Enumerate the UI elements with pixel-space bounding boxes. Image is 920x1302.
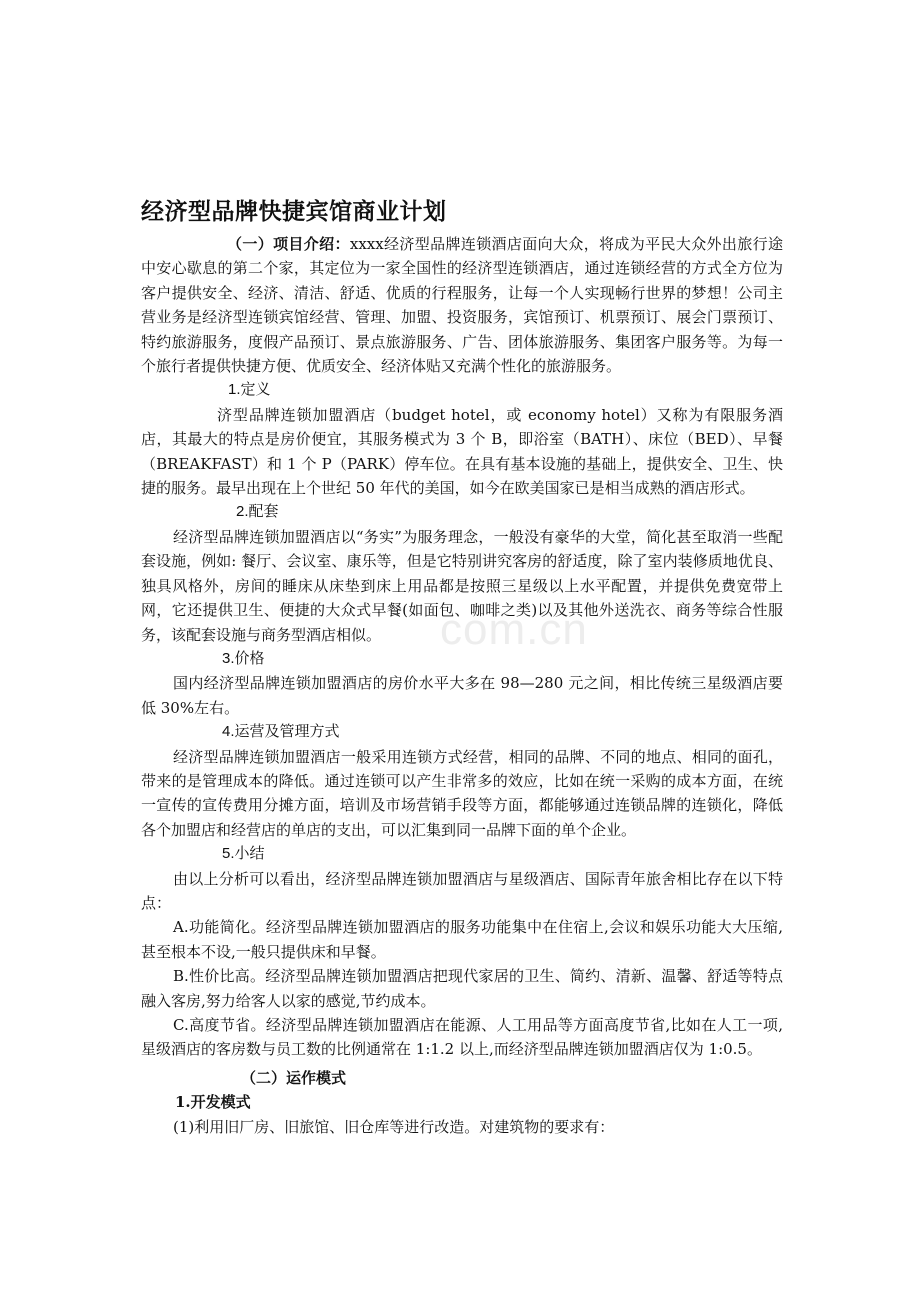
paragraph-summary-c: C.高度节省。经济型品牌连锁加盟酒店在能源、人工用品等方面高度节省,比如在人工一项,星级酒店的客房数与员工数的比例通常在 1:1.2 以上,而经济型品牌连锁加盟酒店仅为 1:0.5。	[141, 1016, 783, 1059]
watermark: com.cn	[440, 605, 588, 654]
intro-paragraph	[141, 232, 783, 378]
heading-development-mode: 1.开发模式	[175, 1093, 251, 1112]
heading-definition: 1.定义	[228, 381, 271, 399]
paragraph-summary-a: A.功能简化。经济型品牌连锁加盟酒店的服务功能集中在住宿上,会议和娱乐功能大大压缩,甚至根本不设,一般只提供床和早餐。	[141, 918, 783, 961]
paragraph-summary-intro: 由以上分析可以看出，经济型品牌连锁加盟酒店与星级酒店、国际青年旅舍相比存在以下特点：	[141, 869, 783, 912]
document-body	[141, 232, 783, 1139]
paragraph-summary-b: B.性价比高。经济型品牌连锁加盟酒店把现代家居的卫生、简约、清新、温馨、舒适等特点融入客房,努力给客人以家的感觉,节约成本。	[141, 967, 783, 1010]
heading-price: 3.价格	[222, 649, 265, 667]
paragraph-definition: 济型品牌连锁加盟酒店（budget hotel，或 economy hotel）又称为有限服务酒店，其最大的特点是房价便宜，其服务模式为 3 个 B，即浴室（BATH）、床位（BED）、早餐（BREAKFAST）和 1 个 P（PARK）停车位。在具有基本设施的基础上，提供安全、卫生、快捷的服务。最早出现在上个世纪 50 年代的美国，如今在欧美国家已是相当成熟的酒店形式。	[141, 405, 783, 498]
heading-operation-mode: （二）运作模式	[241, 1068, 347, 1087]
paragraph-development-mode: (1)利用旧厂房、旧旅馆、旧仓库等进行改造。对建筑物的要求有：	[173, 1117, 615, 1136]
paragraph-facilities: 经济型品牌连锁加盟酒店以“务实”为服务理念，一般没有豪华的大堂，简化甚至取消一些配套设施，例如: 餐厅、会议室、康乐等，但是它特别讲究客房的舒适度，除了室内装修质地优良、独具风格外，房间的睡床从床垫到床上用品都是按照三星级以上水平配置，并提供免费宽带上网，它还提供卫生、便捷的大众式早餐(如面包、咖啡之类)以及其他外送洗衣、商务等综合性服务，该配套设施与商务型酒店相似。	[141, 527, 783, 644]
heading-summary: 5.小结	[222, 845, 265, 863]
heading-operations: 4.运营及管理方式	[222, 723, 340, 741]
paragraph-operations: 经济型品牌连锁加盟酒店一般采用连锁方式经营，相同的品牌、不同的地点、相同的面孔，带来的是管理成本的降低。通过连锁可以产生非常多的效应，比如在统一采购的成本方面，在统一宣传的宣传费用分摊方面，培训及市场营销手段等方面，都能够通过连锁品牌的连锁化，降低各个加盟店和经营店的单店的支出，可以汇集到同一品牌下面的单个企业。	[141, 747, 783, 839]
paragraph-price: 国内经济型品牌连锁加盟酒店的房价水平大多在 98—280 元之间，相比传统三星级酒店要低 30%左右。	[141, 674, 783, 717]
intro-text: xxxx经济型品牌连锁酒店面向大众，将成为平民大众外出旅行途中安心歇息的第二个家，其定位为一家全国性的经济型连锁酒店，通过连锁经营的方式全方位为客户提供安全、经济、清洁、舒适、优质的行程服务，让每一个人实现畅行世界的梦想！公司主营业务是经济型连锁宾馆经营、管理、加盟、投资服务，宾馆预订、机票预订、展会门票预订、特约旅游服务，度假产品预订、景点旅游服务、广告、团体旅游服务、集团客户服务等。为每一个旅行者提供快捷方便、优质安全、经济体贴又充满个性化的旅游服务。	[141, 235, 783, 376]
intro-label: （一）项目介绍：	[227, 235, 350, 253]
document-title: 经济型品牌快捷宾馆商业计划	[141, 198, 447, 225]
heading-facilities: 2.配套	[236, 503, 279, 521]
